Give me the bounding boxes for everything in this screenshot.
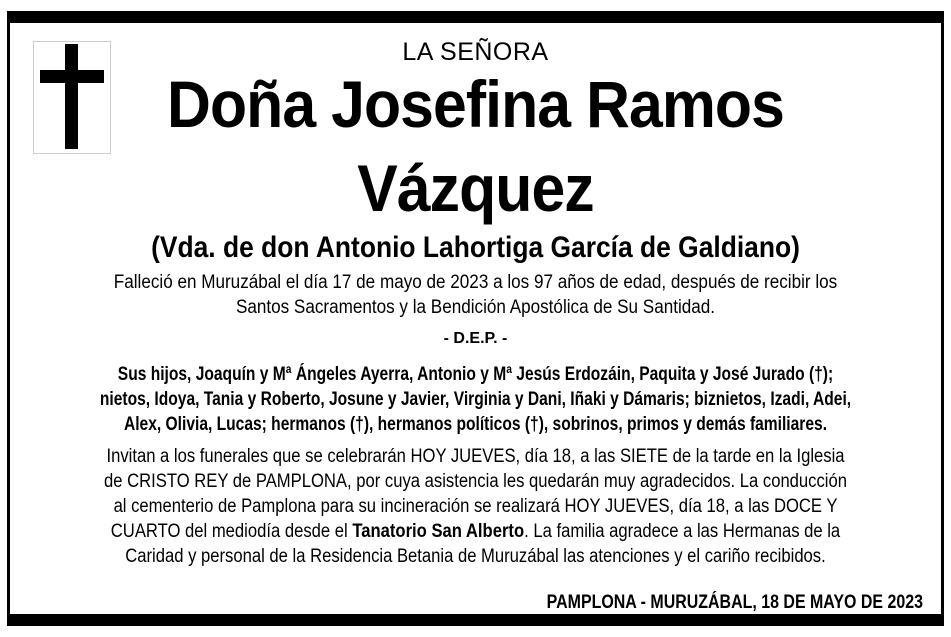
invitation-line1: Invitan a los funerales que se celebrarán HOY JUEVES, día 18, a las SIETE de la tarde en la Iglesia <box>106 446 845 467</box>
death-notice-line1: Falleció en Muruzábal el día 17 de mayo de 2023 a los 97 años de edad, después de recibir los <box>113 272 838 293</box>
invitation-line2: de CRISTO REY de PAMPLONA, por cuya asistencia les quedarán muy agradecidos. La conducción <box>104 471 847 492</box>
invitation-line3: al cementerio de Pamplona para su incineración se realizará HOY JUEVES, día 18, a las DOCE Y <box>113 496 838 517</box>
invitation-line4-end: . La familia agradece a las Hermanas de la <box>524 521 841 542</box>
honorific-title: LA SEÑORA <box>402 38 549 66</box>
family-line1: Sus hijos, Joaquín y Mª Ángeles Ayerra, Antonio y Mª Jesús Erdozáin, Paquita y José Jurado (†); <box>117 364 834 385</box>
family-line2: nietos, Idoya, Tania y Roberto, Josune y Javier, Virginia y Dani, Iñaki y Dámaris; biznietos, Izadi, Adei, <box>99 389 852 410</box>
deceased-name-line1: Doña Josefina Ramos <box>167 67 784 141</box>
deceased-name-line2: Vázquez <box>357 151 594 225</box>
invitation-line4 <box>59 519 891 544</box>
rip-label: - D.E.P. - <box>443 330 508 347</box>
invitation-line5: Caridad y personal de la Residencia Betania de Muruzábal las atenciones y el cariño recibidos. <box>125 546 826 567</box>
invitation-line4-start: CUARTO del mediodía desde el <box>110 521 353 542</box>
funeral-home-name: Tanatorio San Alberto <box>352 521 525 542</box>
place-date-footer: PAMPLONA - MURUZÁBAL, 18 DE MAYO DE 2023 <box>546 592 923 613</box>
widow-of-line: (Vda. de don Antonio Lahortiga García de Galdiano) <box>151 231 800 264</box>
family-line3: Alex, Olivia, Lucas; hermanos (†), hermanos políticos (†), sobrinos, primos y demás familiares. <box>123 414 828 435</box>
death-notice-line2: Santos Sacramentos y la Bendición Apostólica de Su Santidad. <box>235 297 716 318</box>
